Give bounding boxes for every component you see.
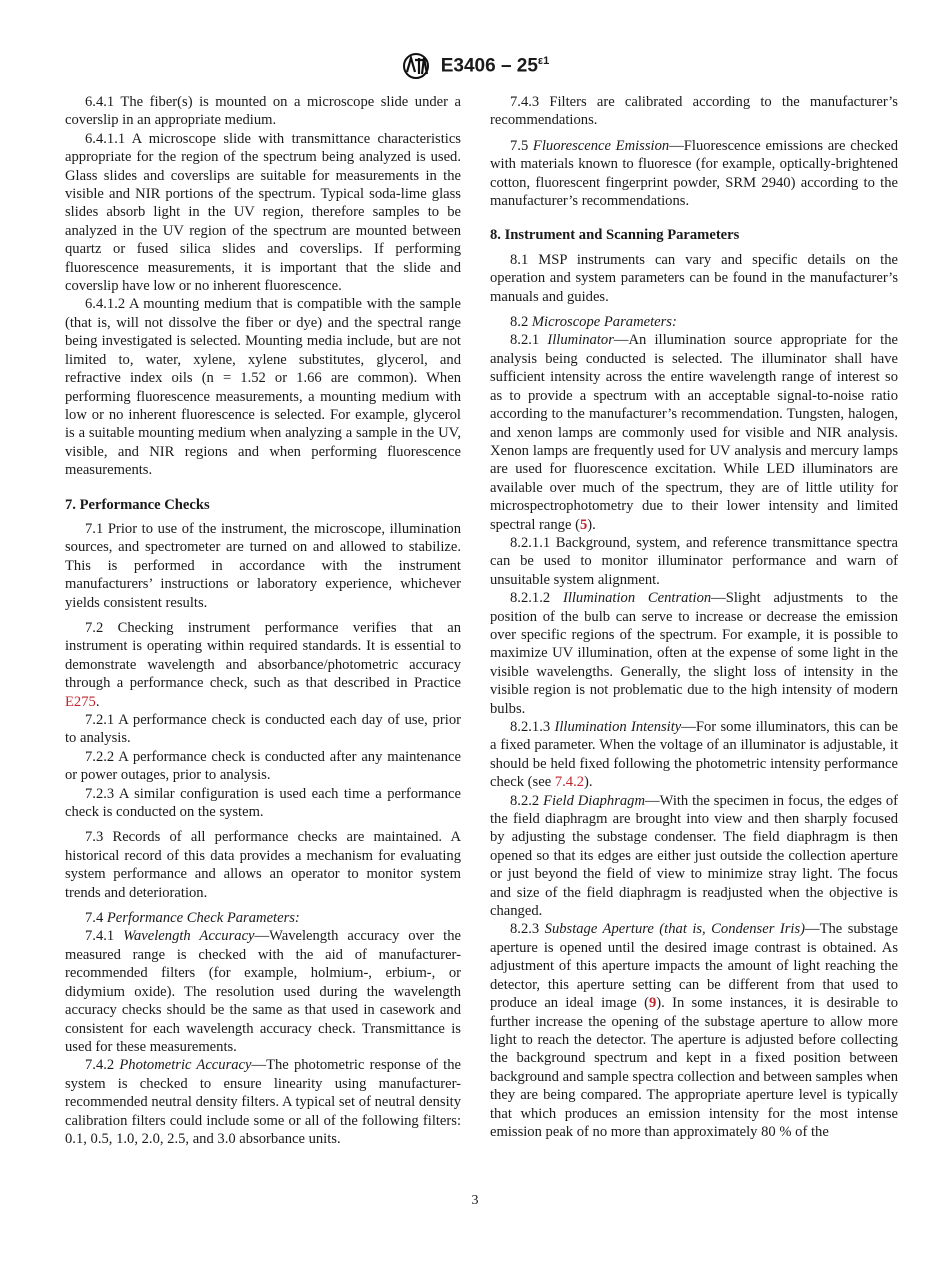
- italic-term: Illumination Centration: [562, 590, 712, 607]
- italic-term: Fluorescence Emission: [532, 137, 670, 154]
- left-column: [65, 93, 461, 1148]
- text-run: 7. Performance Checks: [65, 496, 210, 513]
- text-run: —For some illuminators, this can be a fixed parameter. When the voltage of an illuminator is adjustable, it should be held fixed following the photometric intensity performance check (see: [490, 719, 898, 791]
- page-number: 3: [471, 1193, 479, 1208]
- standard-designation: [441, 55, 550, 77]
- edition-superscript: ε1: [537, 54, 550, 67]
- text-run: 7.5: [510, 137, 533, 154]
- text-run: 6.4.1 The fiber(s) is mounted on a microscope slide under a coverslip in an appropriate medium.: [65, 94, 461, 129]
- paragraph: [490, 920, 898, 1141]
- text-run: 7.4.1: [85, 928, 124, 945]
- astm-logo-icon: [401, 52, 431, 80]
- paragraph: [65, 619, 461, 711]
- text-run: 6.4.1.1 A microscope slide with transmittance characteristics appropriate for the region of the spectrum being analyzed is used. Glass slides and coverslips are suitable for measurements in the visible and NIR portions of the spectrum. Typical soda-lime glass slides absorb light in the UV region, therefore samples to be analyzed in the UV region of the spectrum are mounted between quartz or fused silica slides and coverslips. If performing fluorescence measurements, it is important that the slide and coverslip have low or no inherent fluorescence.: [65, 130, 461, 295]
- paragraph: [65, 520, 461, 612]
- text-run: 7.3 Records of all performance checks are maintained. A historical record of this data provides a mechanism for evaluating system performance and allows an operator to monitor system trends and deterioration.: [65, 829, 461, 901]
- text-run: —Fluorescence emissions are checked with materials known to fluoresce (for example, optically-brightened cotton, fluorescent fingerprint powder, SRM 2940) according to the manufacturer’s recommendations.: [490, 137, 898, 210]
- paragraph: [65, 711, 461, 748]
- paragraph: [490, 251, 898, 306]
- text-run: 7.2.1 A performance check is conducted each day of use, prior to analysis.: [65, 712, 461, 747]
- paragraph: [65, 295, 461, 479]
- text-run: —An illumination source appropriate for the analysis being conducted is selected. The illuminator shall have sufficient intensity across the entire wavelength range of interest so as to provide a spectrum with an acceptable signal-to-noise ratio according to the manufacturer’s recommendation. Tungsten, halogen, and xenon lamps are commonly used for visible and NIR analysis. Xenon lamps are frequently used for UV analysis and mercury lamps are used for fluorescence excitation. While LED illuminators are available over much of the spectrum, they are of little utility for microspectrophotometry due to their lower intensity and limited spectral range (: [490, 332, 898, 533]
- paragraph: [490, 93, 898, 130]
- text-run: 7.4: [85, 910, 107, 927]
- paragraph: [65, 130, 461, 296]
- designation-text: E3406 – 25: [440, 55, 538, 77]
- italic-term: Performance Check Parameters:: [106, 910, 300, 927]
- page-header: [0, 52, 950, 80]
- italic-term: Microscope Parameters:: [531, 314, 677, 331]
- text-run: 8.2.1.1 Background, system, and reference transmittance spectra can be used to monitor illuminator performance and warn of unsuitable system alignment.: [490, 534, 898, 588]
- paragraph: [490, 718, 898, 792]
- text-run: —With the specimen in focus, the edges of the field diaphragm are brought into view and then sharply focused by adjusting the substage condenser. The field diaphragm is then opened so that its edges are either just outside the collection aperture or just beyond the field of view to minimize stray light. The focus and size of the field diaphragm is readjusted when the objective is changed.: [490, 792, 899, 920]
- text-run: 8.1 MSP instruments can vary and specific details on the operation and system parameters can be found in the manufacturer’s manuals and guides.: [490, 251, 898, 305]
- paragraph: [65, 93, 461, 130]
- paragraph: [65, 748, 461, 785]
- text-run: ).: [587, 516, 596, 533]
- paragraph: [65, 785, 461, 822]
- text-run: —The photometric response of the system is checked to ensure linearity using manufacturer-recommended neutral density filters. A typical set of neutral density calibration filters could include some or all of the following filters: 0.1, 0.5, 1.0, 2.0, 2.5, and 3.0 absorbance units.: [65, 1057, 461, 1147]
- reference-link[interactable]: E275: [65, 693, 96, 710]
- italic-term: Wavelength Accuracy: [123, 928, 255, 945]
- text-run: 7.4.2: [85, 1057, 120, 1074]
- text-run: 7.4.3 Filters are calibrated according to the manufacturer’s recommendations.: [490, 94, 898, 129]
- italic-term: Photometric Accuracy: [119, 1057, 252, 1074]
- right-column: [490, 93, 898, 1141]
- paragraph: [490, 313, 898, 331]
- section-heading: [490, 226, 898, 244]
- text-run: ).: [584, 774, 593, 791]
- italic-term: Illuminator: [547, 332, 614, 349]
- italic-term: Field Diaphragm: [543, 792, 646, 809]
- text-run: 8.2.1.3: [510, 719, 555, 735]
- italic-term: Substage Aperture (that is, Condenser Iris): [544, 921, 805, 938]
- text-run: 8. Instrument and Scanning Parameters: [490, 227, 740, 244]
- text-run: 8.2: [510, 314, 532, 331]
- text-run: 7.2 Checking instrument performance verifies that an instrument is operating within required standards. It is essential to demonstrate wavelength and absorbance/photometric accuracy through a performance check, such as that described in Practice: [65, 619, 461, 692]
- reference-link[interactable]: 7.4.2: [554, 774, 585, 791]
- text-run: 8.2.1.2: [510, 590, 563, 607]
- text-run: —Slight adjustments to the position of the bulb can serve to increase or decrease the emission over specific regions of the spectrum. For example, it is possible to maximize UV illumination, often at the expense of some light in the visible wavelengths. Generally, the slight loss of intensity in the visible region is not problematic due to the high intensity of modern bulbs.: [490, 590, 898, 717]
- paragraph: [490, 792, 898, 921]
- paragraph: [490, 137, 898, 211]
- text-run: 8.2.1: [510, 332, 548, 349]
- text-run: 7.2.3 A similar configuration is used each time a performance check is conducted on the system.: [65, 785, 461, 821]
- reference-link[interactable]: 9: [648, 995, 657, 1012]
- paragraph: [65, 1056, 461, 1148]
- paragraph: [65, 909, 461, 927]
- paragraph: [490, 534, 898, 589]
- section-heading: [65, 496, 461, 514]
- text-run: 7.2.2 A performance check is conducted after any maintenance or power outages, prior to analysis.: [65, 748, 461, 784]
- paragraph: [490, 331, 898, 533]
- paragraph: [65, 927, 461, 1056]
- text-run: ). In some instances, it is desirable to further increase the opening of the substage aperture to allow more light to reach the detector. The aperture is adjusted before collecting the background spectrum and kept in a fixed position between background and sample spectra collection and between samples when they are being compared. The appropriate aperture level is typically that which produces an emission intensity for the most intense emission peak of no more than approximately 80 % of the: [490, 995, 898, 1140]
- italic-term: Illumination Intensity: [554, 719, 682, 735]
- text-run: .: [95, 693, 100, 710]
- text-run: —The substage aperture is opened until the desired image contrast is obtained. As adjustment of this aperture impacts the amount of light reaching the detector, this aperture setting can be different from that used to produce an ideal image (: [490, 921, 898, 1012]
- reference-link[interactable]: 5: [579, 516, 588, 533]
- text-run: 6.4.1.2 A mounting medium that is compatible with the sample (that is, will not dissolve the fiber or dye) and the spectral range being investigated is selected. Mounting media include, but are not limited to, water, xylene, xylene substitutes, glycerol, and refractive index oils (n = 1.52 or 1.66 are common). When performing fluorescence measurements, a mounting medium with low or no inherent fluorescence is selected. For example, glycerol is a suitable mounting medium when analyzing a sample in the UV, visible, and NIR regions and when performing fluorescence measurements.: [65, 296, 461, 479]
- text-run: 7.1 Prior to use of the instrument, the microscope, illumination sources, and spectrometer are turned on and allowed to stabilize. This is performed in accordance with the instrument manufacturers’ instructions or laboratory experience, whichever yields consistent results.: [65, 520, 461, 611]
- text-run: 8.2.2: [510, 792, 544, 809]
- paragraph: [65, 828, 461, 902]
- text-run: 8.2.3: [510, 921, 545, 938]
- text-run: —Wavelength accuracy over the measured range is checked with the aid of manufacturer-recommended filters (for example, holmium-, erbium-, or didymium oxide). The resolution used during the wavelength accuracy checks should be the same as that used in casework and consistent for each wavelength accuracy check. Transmittance is used for these measurements.: [65, 928, 461, 1055]
- paragraph: [490, 589, 898, 718]
